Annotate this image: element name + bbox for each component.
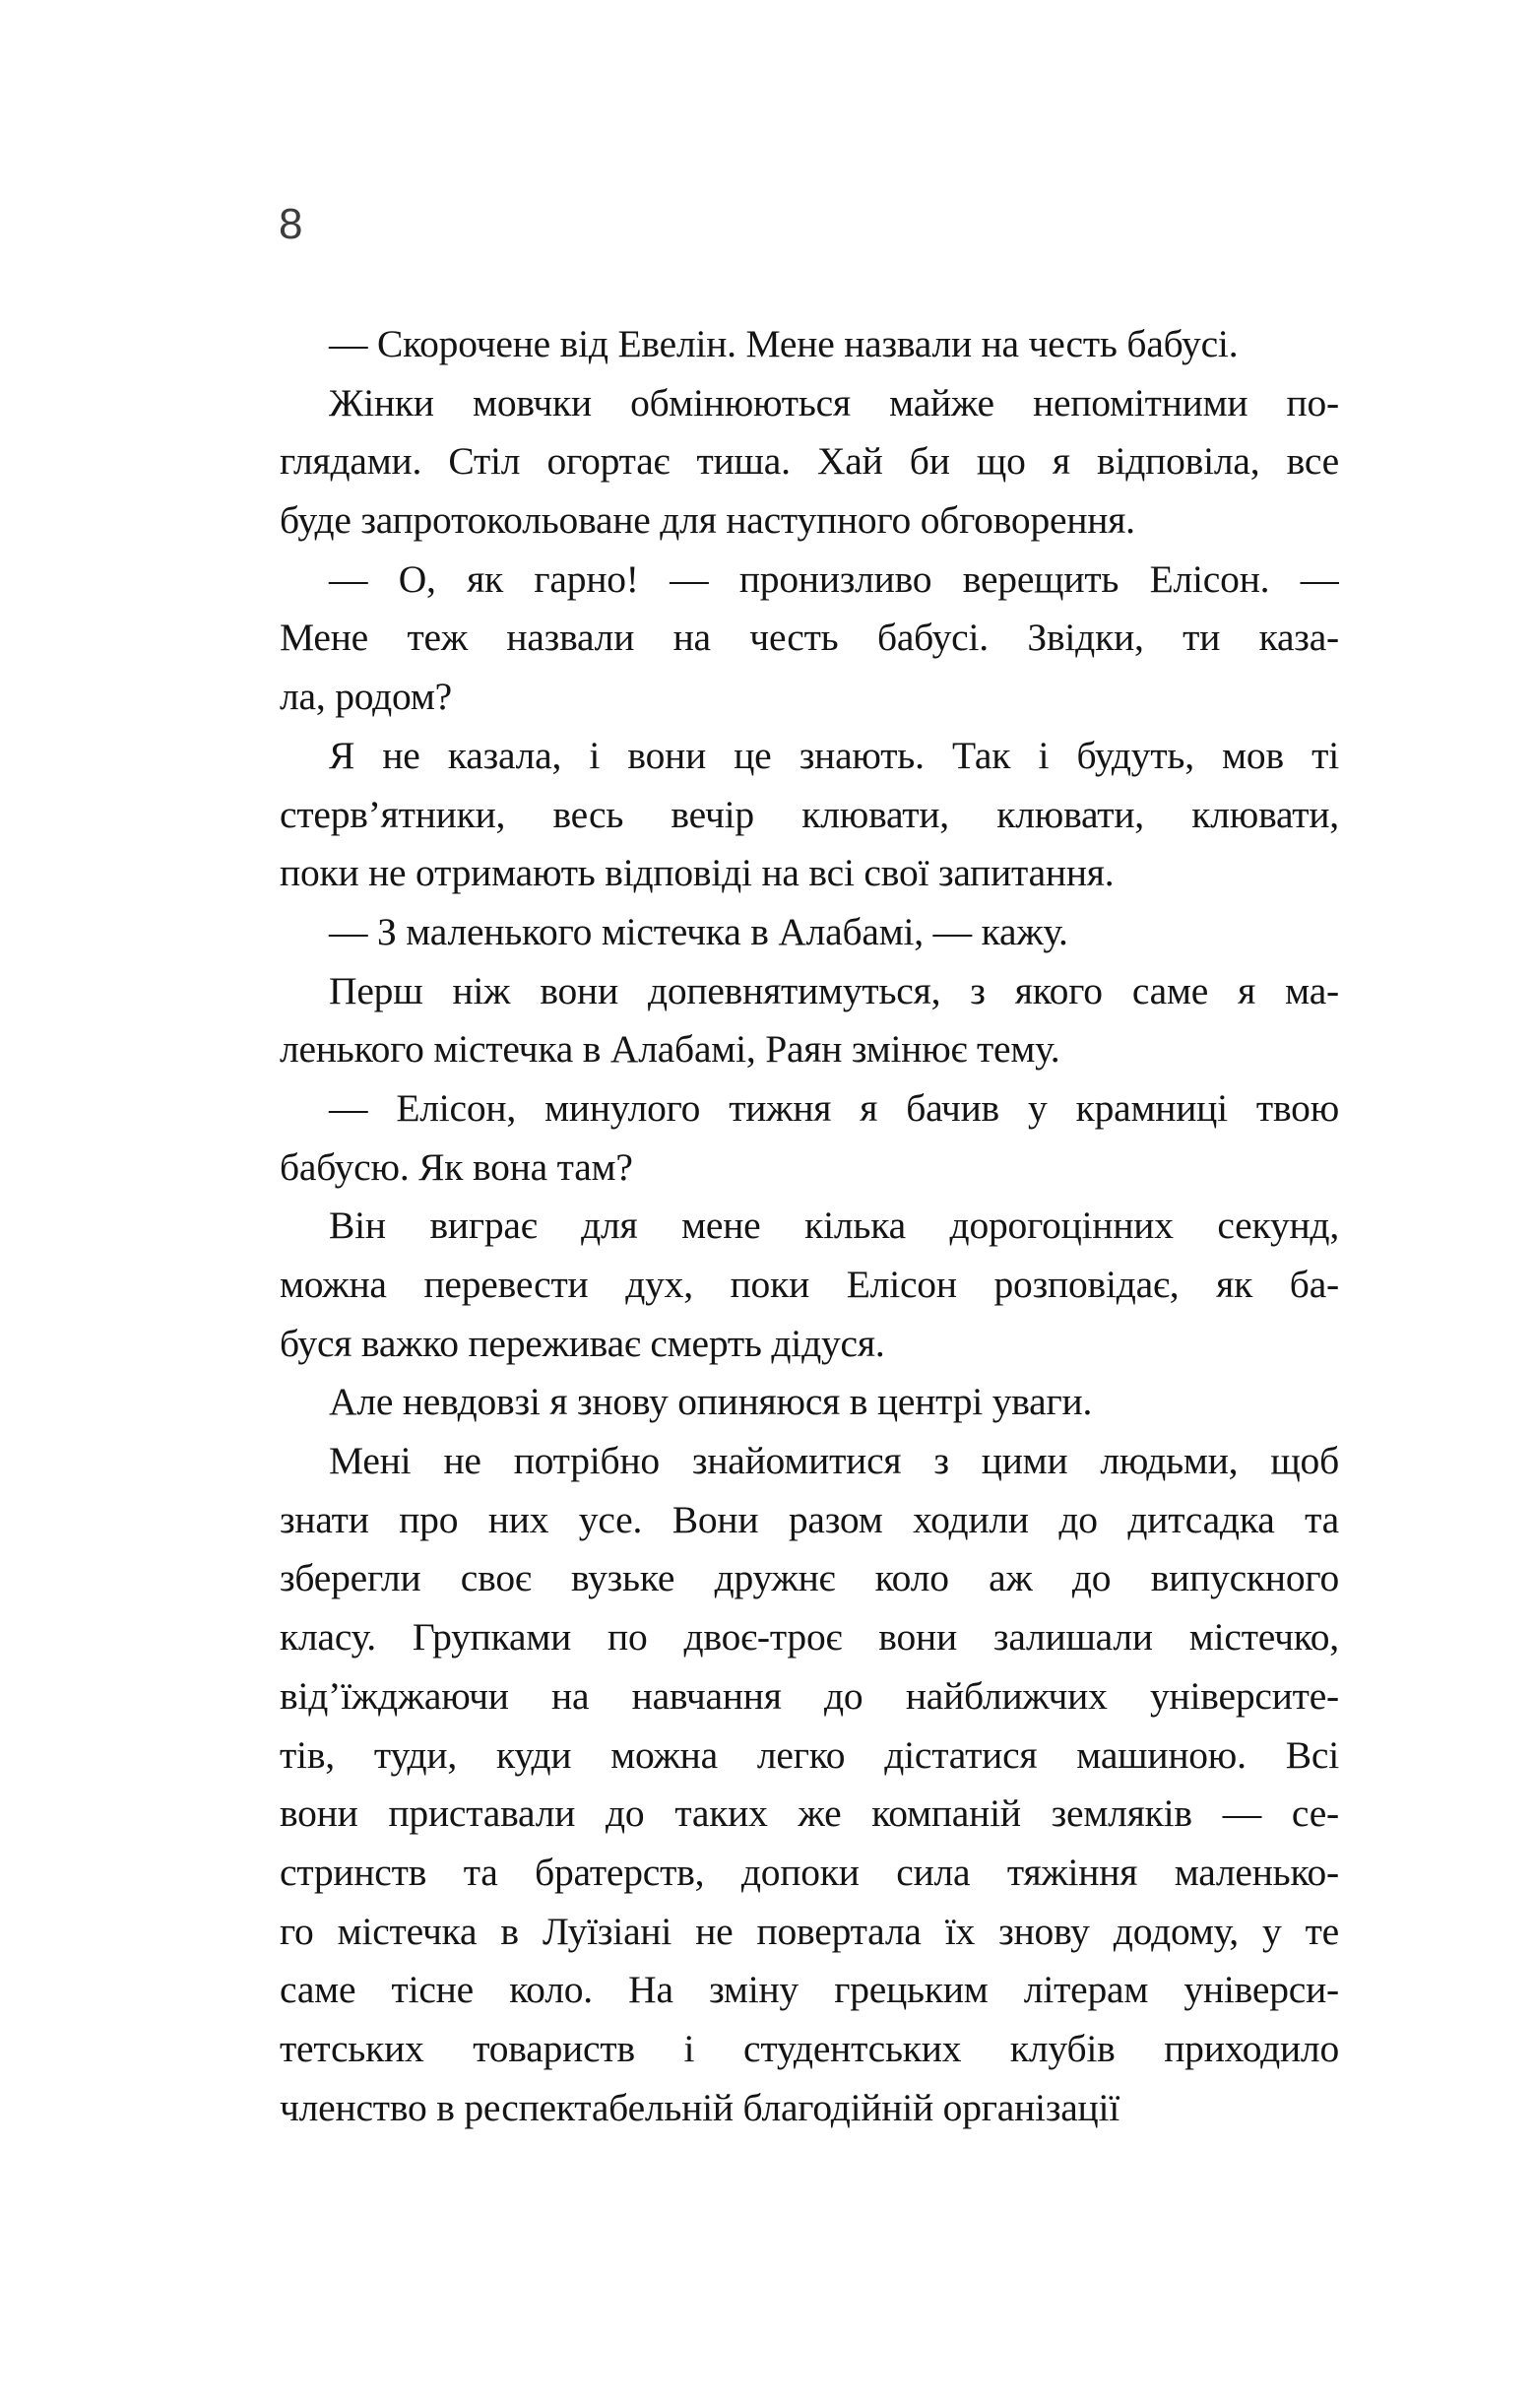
text-line: глядами. Стіл огортає тиша. Хай би що я відповіла, все: [280, 439, 1339, 484]
text-line: Мене теж назвали на честь бабусі. Звідки, ти каза-: [280, 616, 1339, 660]
text-line: від’їжджаючи на навчання до найближчих університе-: [280, 1673, 1339, 1718]
text-line: буде запротокольоване для наступного обговорення.: [280, 498, 1135, 543]
text-line: го містечка в Луїзіані не повертала їх знову додому, у те: [280, 1909, 1339, 1953]
text-line: — Скорочене від Евелін. Мене назвали на честь бабусі.: [329, 322, 1239, 365]
text-line: зберегли своє вузьке дружнє коло аж до випускного: [280, 1556, 1339, 1600]
text-line: буся важко переживає смерть дідуся.: [280, 1321, 885, 1365]
text-line: членство в респектабельній благодійній організації: [280, 2085, 1120, 2129]
text-line: бабусю. Як вона там?: [280, 1144, 633, 1189]
text-line: — Елісон, минулого тижня я бачив у крамниці твою: [329, 1085, 1339, 1130]
text-line: ла, родом?: [280, 675, 452, 719]
text-line: знати про них усе. Вони разом ходили до дитсадка та: [280, 1497, 1339, 1541]
text-line: — О, як гарно! — пронизливо верещить Елісон. —: [329, 556, 1339, 601]
text-line: тів, туди, куди можна легко дістатися машиною. Всі: [280, 1732, 1339, 1777]
text-line: Але невдовзі я знову опиняюся в центрі уваги.: [329, 1380, 1093, 1424]
text-line: класу. Групками по двоє-троє вони залишали містечко,: [280, 1615, 1339, 1660]
text-line: Перш ніж вони допевнятимуться, з якого саме я ма-: [329, 968, 1339, 1012]
page-number: 8: [279, 200, 303, 248]
text-line: Я не казала, і вони це знають. Так і будуть, мов ті: [329, 733, 1339, 777]
text-line: Жінки мовчки обмінюються майже непомітними по-: [329, 380, 1339, 424]
text-line: поки не отримають відповіді на всі свої запитання.: [280, 851, 1115, 895]
text-line: ленького містечка в Алабамі, Раян змінює тему.: [280, 1027, 1060, 1072]
text-line: саме тісне коло. На зміну грецьким літерам універси-: [280, 1968, 1339, 2012]
text-line: стринств та братерств, допоки сила тяжіння маленько-: [280, 1850, 1339, 1894]
text-block: [280, 315, 1339, 2137]
text-line: — З маленького містечка в Алабамі, — кажу.: [329, 909, 1068, 953]
text-line: можна перевести дух, поки Елісон розповідає, як ба-: [280, 1263, 1339, 1306]
text-line: Мені не потрібно знайомитися з цими людьми, щоб: [329, 1439, 1339, 1483]
text-line: вони приставали до таких же компаній земляків — се-: [280, 1791, 1339, 1836]
text-line: Він виграє для мене кілька дорогоцінних секунд,: [329, 1204, 1339, 1248]
text-line: тетських товариств і студентських клубів приходило: [280, 2026, 1339, 2070]
text-line: стерв’ятники, весь вечір клювати, клювати, клювати,: [280, 792, 1339, 836]
